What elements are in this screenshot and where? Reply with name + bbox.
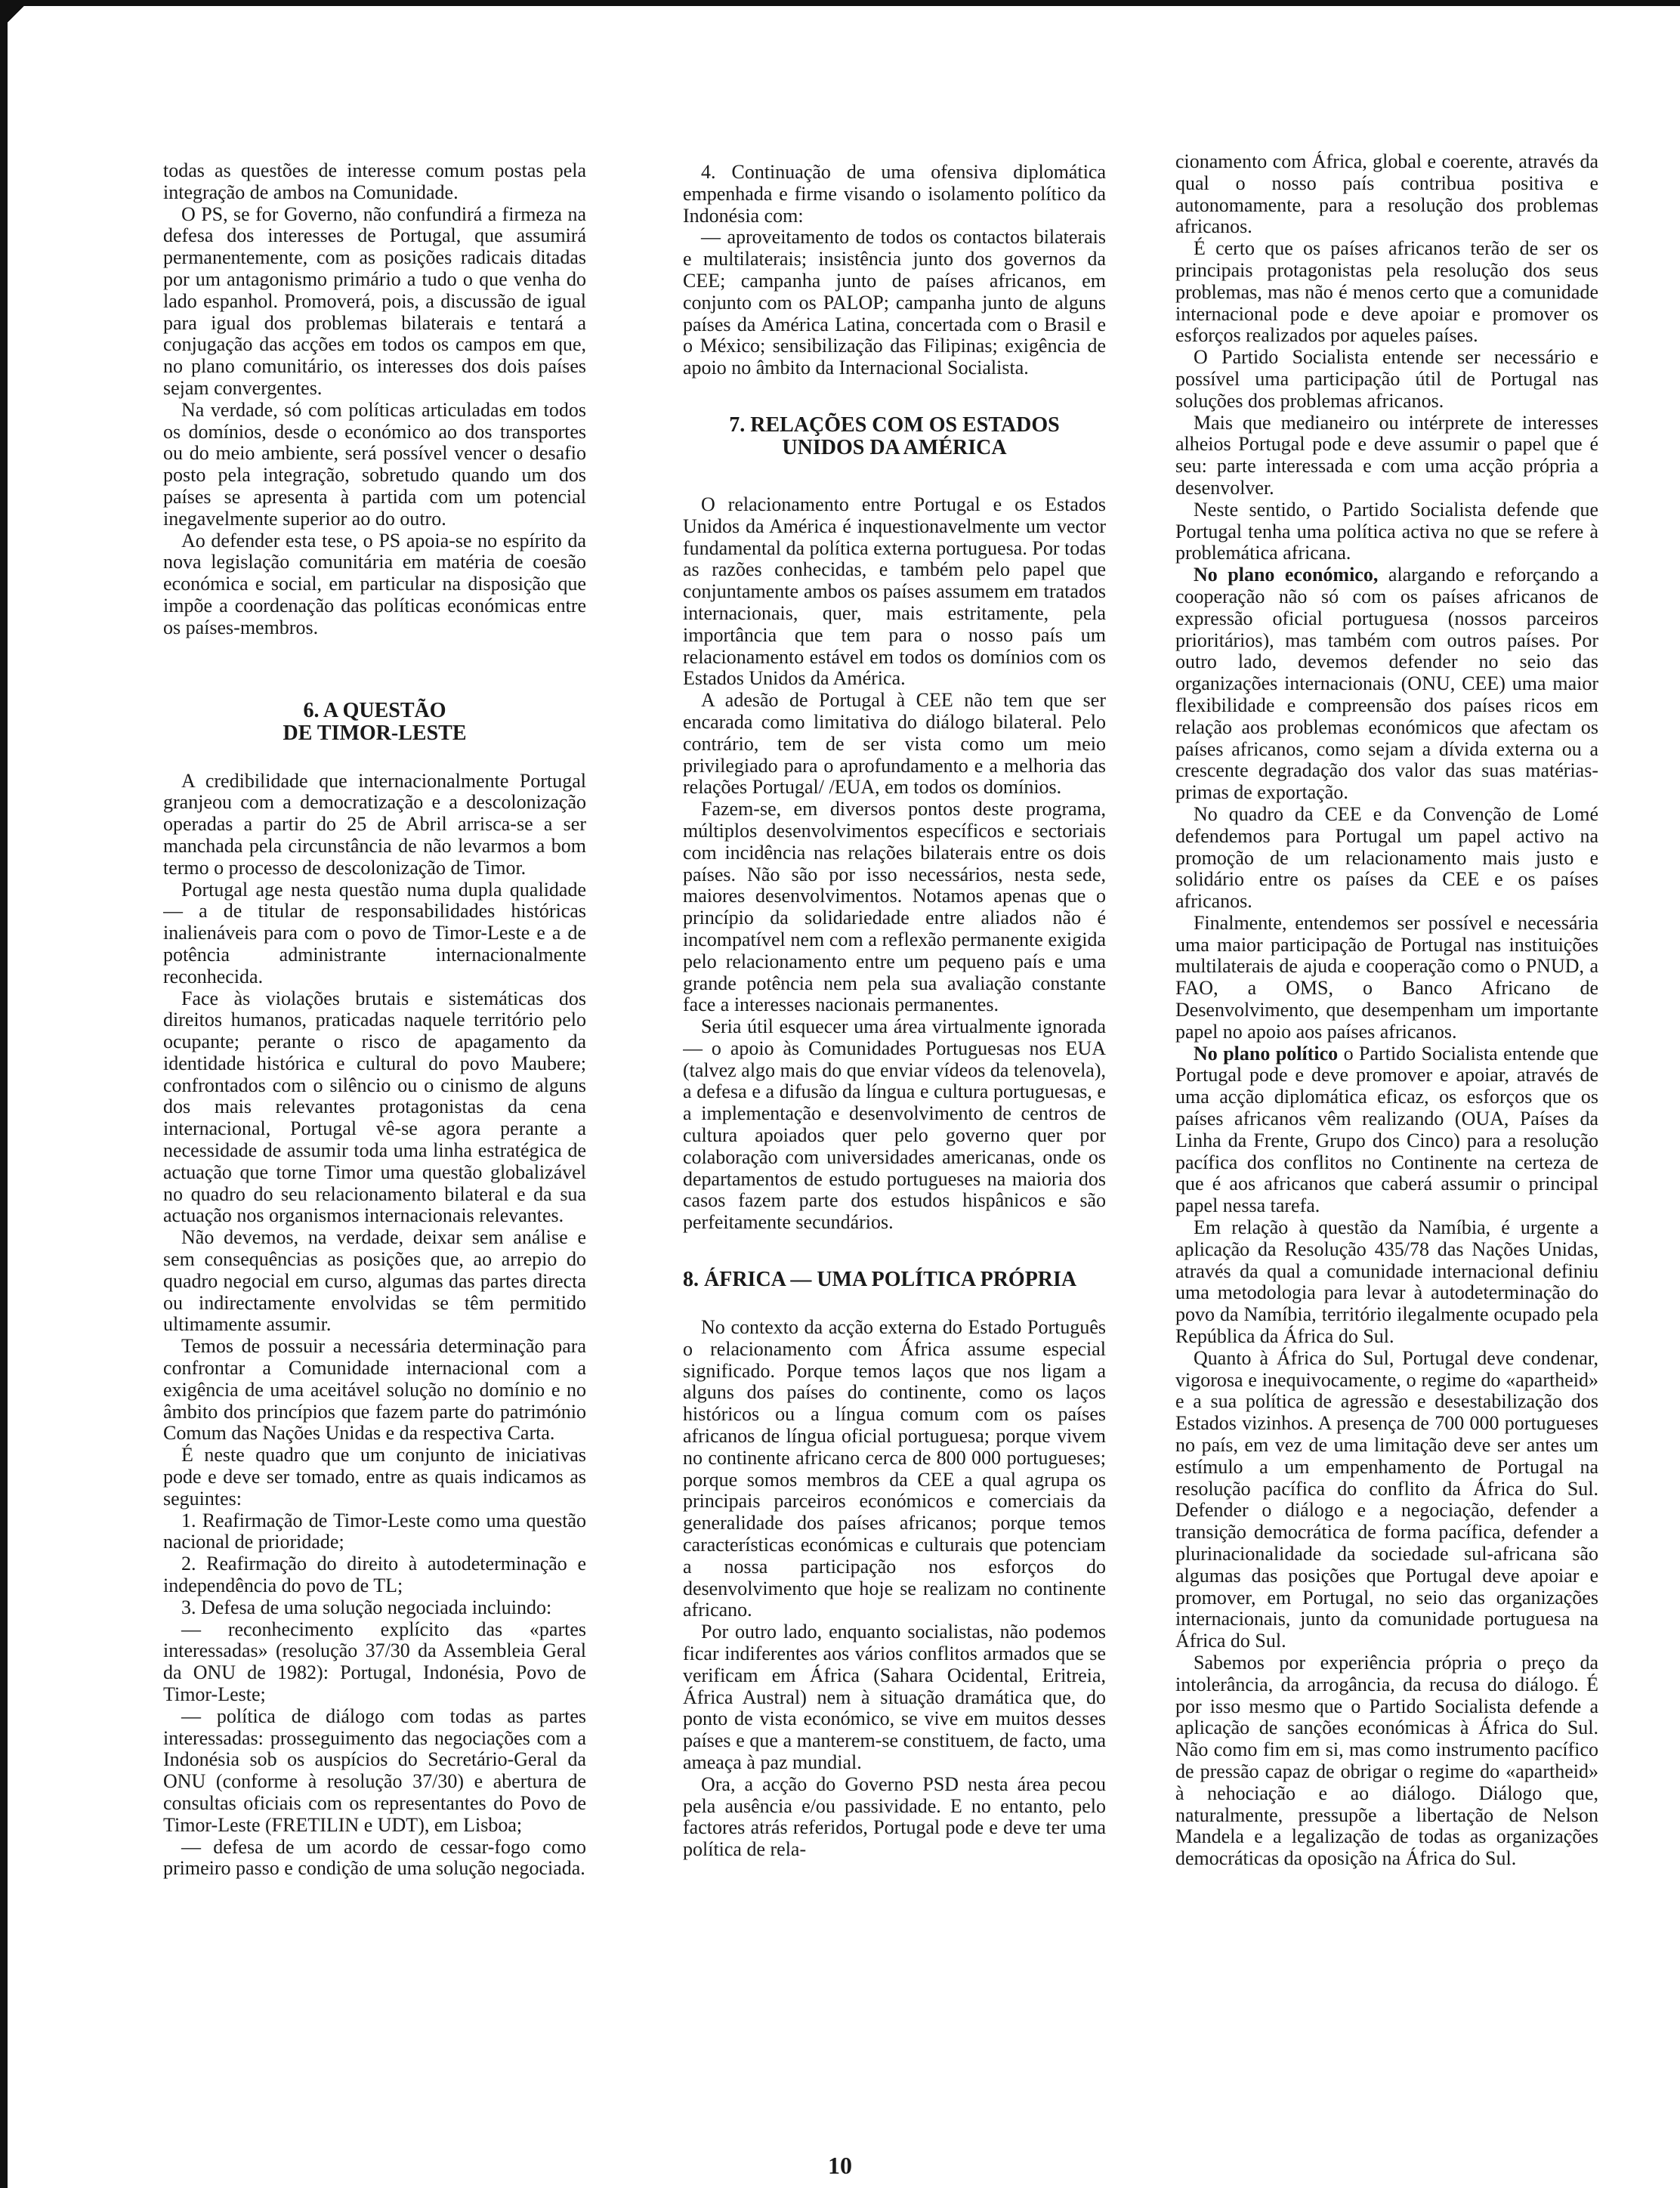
paragraph: Na verdade, só com políticas articuladas em todos os domínios, desde o económico ao dos transportes ou do meio ambiente, será possível vencer o desafio posto pela integração, sobretudo quando um dos países se apresenta à partida com um potencial inegavelmente superior ao do outro. (163, 398, 586, 530)
heading-line: DE TIMOR-LESTE (283, 721, 467, 745)
scan-border-left (0, 0, 8, 2188)
paragraph: O relacionamento entre Portugal e os Estados Unidos da América é inquestionavelmente um vector fundamental da política externa portuguesa. Por todas as razões conhecidas, e também pelo papel que conjuntamente ambos os países assumem em tratados internacionais, quer, mais estritamente, pela importância que tem para o nosso país um relacionamento estável em todos os domínios com os Estados Unidos da América. (683, 493, 1106, 690)
paragraph: Quanto à África do Sul, Portugal deve condenar, vigorosa e inequivocamente, o regime do «apartheid» e a sua política de agressão e desestabilização dos Estados vizinhos. A presença de 700 000 portugueses no país, em vez de uma limitação deve ser antes um estímulo a um empenhamento de Portugal na resolução pacífica do conflito da África do Sul. Defender o diálogo e a negociação, defender a transição democrática de forma pacífica, defender a plurinacionalidade da sociedade sul-africana são algumas das posições que Portugal deve apoiar e promover, em Portugal, no seio das organizações internacionais, junto da comunidade portuguesa na África do Sul. (1175, 1346, 1598, 1652)
paragraph: No quadro da CEE e da Convenção de Lomé defendemos para Portugal um papel activo na promoção de um relacionamento mais justo e solidário entre os países da CEE e os países africanos. (1175, 802, 1598, 913)
section-heading-africa: 8. ÁFRICA — UMA POLÍTICA PRÓPRIA (683, 1268, 1077, 1292)
text-column-middle (683, 162, 1106, 2156)
dash-item: — reconhecimento explícito das «partes interessadas» (resolução 37/30 da Assembleia Geral da ONU de 1982): Portugal, Indonésia, Povo de Timor-Leste; (163, 1618, 586, 1705)
scan-border-top (0, 0, 1680, 6)
paragraph (1175, 1043, 1598, 1217)
paragraph: A credibilidade que internacionalmente Portugal granjeou com a democratização e a descolonização operadas a partir do 25 de Abril arrisca-se a ser manchada pela circunstância de não levarmos a bom termo o processo de descolonização de Timor. (163, 769, 586, 879)
page-number: 10 (828, 2152, 852, 2179)
paragraph: O Partido Socialista entende ser necessário e possível uma participação útil de Portugal nas soluções dos problemas africanos. (1175, 346, 1598, 412)
list-item: 3. Defesa de uma solução negociada incluindo: (181, 1596, 552, 1618)
paragraph: cionamento com África, global e coerente, através da qual o nosso país contribua positiva e autonomamente, para a resolução dos problemas africanos. (1175, 151, 1598, 238)
section-heading-timor (163, 700, 586, 745)
heading-line: 7. RELAÇÕES COM OS ESTADOS (729, 413, 1060, 437)
dash-item: — política de diálogo com todas as partes interessadas: prosseguimento das negociações com a Indonésia sob os auspícios do Secretário-Geral da ONU (conforme à resolução 37/30) e abertura de consultas oficiais com os representantes do Povo de Timor-Leste (FRETILIN e UDT), em Lisboa; (163, 1704, 586, 1836)
paragraph: É certo que os países africanos terão de ser os principais protagonistas pela resolução dos seus problemas, mas não é menos certo que a comunidade internacional pode e deve apoiar e promover os esforços realizados por aqueles países. (1175, 237, 1598, 347)
paragraph: Mais que medianeiro ou intérprete de interesses alheios Portugal pode e deve assumir o papel que é seu: parte interessada e com uma acção própria a desenvolver. (1175, 411, 1598, 499)
list-item: 2. Reafirmação do direito à autodeterminação e independência do povo de TL; (163, 1553, 586, 1597)
paragraph: Ora, a acção do Governo PSD nesta área pecou pela ausência e/ou passividade. E no entanto, pelo factores atrás referidos, Portugal pode e deve ter uma política de rela- (683, 1772, 1106, 1861)
paragraph: O PS, se for Governo, não confundirá a firmeza na defesa dos interesses de Portugal, que assumirá permanentemente, com as posições radicais ditadas por um antagonismo primário a tudo o que venha do lado espanhol. Promoverá, pois, a discussão de igual para igual dos problemas bilaterais e tentará a conjugação das acções em todos os campos em que, no plano comunitário, os interesses dos dois países sejam convergentes. (163, 202, 586, 399)
paragraph: Por outro lado, enquanto socialistas, não podemos ficar indiferentes aos vários conflitos armados que se verificam em África (Sahara Ocidental, Eritreia, África Austral) nem à situação dramática que, do ponto de vista económico, se vive em muitos desses países e que a manterem-se constituem, de facto, uma ameaça à paz mundial. (683, 1621, 1106, 1773)
scan-corner (0, 0, 30, 30)
paragraph: Sabemos por experiência própria o preço da intolerância, da arrogância, da recusa do diálogo. É por isso mesmo que o Partido Socialista defende a aplicação de sanções económicas à África do Sul. Não como fim em si, mas como instrumento pacífico de pressão capaz de obrigar o regime do «apartheid» à nehociação e ao diálogo. Diálogo que, naturalmente, pressupõe a libertação de Nelson Mandela e a legalização de todas as organizações democráticas da oposição na África do Sul. (1175, 1651, 1598, 1870)
bold-lead: No plano económico, (1194, 564, 1379, 586)
dash-item: — defesa de um acordo de cessar-fogo como primeiro passo e condição de uma solução negociada. (163, 1835, 586, 1880)
paragraph: Seria útil esquecer uma área virtualmente ignorada — o apoio às Comunidades Portuguesas nos EUA (talvez algo mais do que enviar vídeos da telenovela), a defesa e a difusão da língua e cultura portuguesas, e a implementação e desenvolvimento de centros de cultura apoiados quer pelo governo quer por colaboração com universidades americanas, onde os departamentos de estudo portugueses na maioria dos casos fazem parte dos estudos hispânicos e são perfeitamente secundários. (683, 1015, 1106, 1234)
paragraph: Neste sentido, o Partido Socialista defende que Portugal tenha uma política activa no que se refere à problemática africana. (1175, 498, 1598, 564)
paragraph: Finalmente, entendemos ser possível e necessária uma maior participação de Portugal nas instituições multilaterais de ajuda e cooperação como o PNUD, a FAO, a OMS, o Banco Africano de Desenvolvimento, que desempenham um importante papel no apoio aos países africanos. (1175, 911, 1598, 1043)
paragraph (1175, 564, 1598, 804)
paragraph-text: o Partido Socialista entende que Portugal pode e deve promover e apoiar, através de uma acção diplomática eficaz, os esforços que os países africanos vêm realizando (OUA, Países da Linha da Frente, Grupo dos Cinco) para a resolução pacífica dos conflitos no Continente na certeza de que é aos africanos que caberá assumir o principal papel nessa tarefa. (1175, 1042, 1598, 1217)
section-heading-usa (683, 414, 1106, 459)
paragraph: É neste quadro que um conjunto de iniciativas pode e deve ser tomado, entre as quais indicamos as seguintes: (163, 1444, 586, 1510)
heading-line: 6. A QUESTÃO (303, 698, 446, 722)
heading-line: UNIDOS DA AMÉRICA (782, 435, 1007, 459)
paragraph: Face às violações brutais e sistemáticas dos direitos humanos, praticadas naquele território pelo ocupante; perante o risco de apagamento da identidade histórica e cultural do povo Maubere; confrontados com o silêncio ou o cinismo de alguns dos mais relevantes protagonistas da cena internacional, Portugal vê-se agora perante a necessidade de assumir toda uma linha estratégica de actuação que torne Timor uma questão globalizável no quadro do seu relacionamento bilateral e da sua actuação nos organismos internacionais relevantes. (163, 987, 586, 1227)
dash-item: — aproveitamento de todos os contactos bilaterais e multilaterais; insistência junto dos governos da CEE; campanha junto de países africanos, em conjunto com os PALOP; campanha junto de alguns países da América Latina, concertada com o Brasil e o México; sensibilização das Filipinas; exigência de apoio no âmbito da Internacional Socialista. (683, 226, 1106, 379)
paragraph-text: alargando e reforçando a cooperação não só com os países africanos de expressão oficial portuguesa (nossos parceiros prioritários), mas também com outros países. Por outro lado, devemos defender no seio das organizações internacionais (ONU, CEE) uma maior flexibilidade e compreensão dos países ricos em relação aos problemas económicos que afectam os países africanos, como sejam a dívida externa ou a crescente degradação dos valor das suas matérias-primas de exportação. (1175, 564, 1598, 804)
paragraph: Ao defender esta tese, o PS apoia-se no espírito da nova legislação comunitária em matéria de coesão económica e social, em particular na disposição que impõe a coordenação das políticas económicas entre os países-membros. (163, 529, 586, 638)
paragraph: A adesão de Portugal à CEE não tem que ser encarada como limitativa do diálogo bilateral. Pelo contrário, tem de ser vista como um meio privilegiado para o aprofundamento e a melhoria das relações Portugal/ /EUA, em todos os domínios. (683, 689, 1106, 799)
paragraph: Fazem-se, em diversos pontos deste programa, múltiplos desenvolvimentos específicos e sectoriais com incidência nas relações bilaterais entre os dois países. Não são por isso necessários, nesta sede, maiores desenvolvimentos. Notamos apenas que o princípio da solidariedade entre aliados não é incompatível nem com a reflexão permanente exigida pelo relacionamento entre um pequeno país e uma grande potência nem pela sua avaliação constante face a interesses nacionais permanentes. (683, 798, 1106, 1016)
bold-lead: No plano político (1194, 1042, 1339, 1065)
paragraph: Temos de possuir a necessária determinação para confrontar a Comunidade internacional com a exigência de uma aceitável solução no domínio e no âmbito dos princípios que fazem parte do património Comum das Nações Unidas e da respectiva Carta. (163, 1335, 586, 1445)
text-column-right (1175, 151, 1598, 2146)
text-column-left (163, 160, 586, 2155)
list-item: 1. Reafirmação de Timor-Leste como uma questão nacional de prioridade; (163, 1509, 586, 1553)
paragraph: Não devemos, na verdade, deixar sem análise e sem consequências as posições que, ao arrepio do quadro negocial em curso, algumas das partes directa ou indirectamente envolvidas se têm permitido ultimamente assumir. (163, 1226, 586, 1336)
paragraph: todas as questões de interesse comum postas pela integração de ambos na Comunidade. (163, 160, 586, 203)
paragraph: No contexto da acção externa do Estado Português o relacionamento com África assume especial significado. Porque temos laços que nos ligam a alguns dos países do continente, como os laços históricos ou a língua comum com os países africanos de língua oficial portuguesa; porque vivem no continente africano cerca de 800 000 portugueses; porque somos membros da CEE a qual agrupa os principais parceiros económicos e comerciais da generalidade dos países africanos; porque temos características económicas e culturais que potenciam a nossa participação nos esforços do desenvolvimento que hoje se realizam no continente africano. (683, 1316, 1106, 1621)
paragraph: Em relação à questão da Namíbia, é urgente a aplicação da Resolução 435/78 das Nações Unidas, através da qual a comunidade internacional definiu uma metodologia para levar à autodeterminação do povo da Namíbia, território ilegalmente ocupado pela República da África do Sul. (1175, 1216, 1598, 1348)
paragraph: Portugal age nesta questão numa dupla qualidade — a de titular de responsabilidades históricas inalienáveis para com o povo de Timor-Leste e a de potência administrante internacionalmente reconhecida. (163, 878, 586, 987)
list-item: 4. Continuação de uma ofensiva diplomática empenhada e firme visando o isolamento político da Indonésia com: (683, 162, 1106, 227)
